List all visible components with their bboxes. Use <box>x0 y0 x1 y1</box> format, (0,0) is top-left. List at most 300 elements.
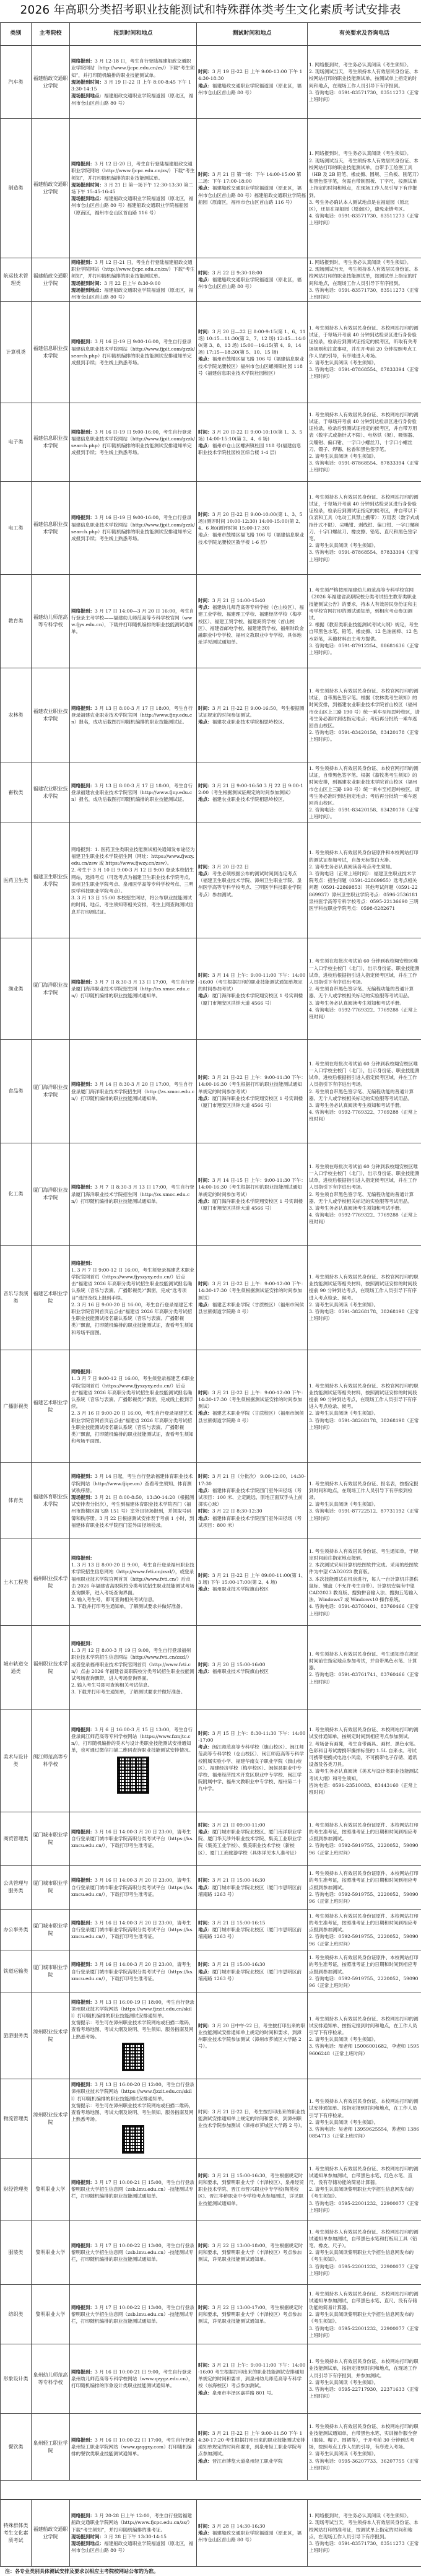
field-value: 泉州市丰泽区嘉祥路 801 号。 <box>212 2390 276 2396</box>
table-row <box>1 1539 421 1626</box>
field-value: 2. 根据《教育类职业技能测试考试大纲》规定，考生自带黑色水笔、铅笔、橡皮擦、12 色油画棒、12 色水彩笔，其他材料由主考方提供。 <box>309 622 419 641</box>
field-value: 2. 咨询电话：0592-5919755、2220052、5909096（正常上班时间） <box>309 1843 419 1855</box>
cell-line <box>309 366 420 380</box>
cell-line <box>198 1730 306 1744</box>
cell-line <box>309 1561 420 1575</box>
category-cell: 广播影视类 <box>1 1350 32 1463</box>
school-cell: 漳州职业技术学院 <box>32 1993 70 2079</box>
cell-line <box>198 992 306 1006</box>
field-value: 2. 输入考生号即可查询相关考试信息。 <box>71 1682 152 1688</box>
requirements-cell <box>308 1950 421 1993</box>
header-category: 类别 <box>1 23 32 46</box>
field-label: 网络报到： <box>71 1641 95 1646</box>
field-label: 网络报到： <box>71 515 95 520</box>
category-cell: 食品类 <box>1 1040 32 1143</box>
school-cell: 福州职业技术学院 <box>32 1626 70 1710</box>
field-label: 地点： <box>198 1829 212 1835</box>
cell-line <box>309 2098 420 2119</box>
test-cell <box>197 258 308 302</box>
cell-line <box>309 2126 420 2139</box>
field-value: 2. 考生须自带黑色签字笔、无编程功能的普通计算器、无个人或学校相关标记的实验服等考试用品。 <box>309 986 414 998</box>
field-label: 网络报到： <box>71 783 95 788</box>
header-school: 主考院校 <box>32 23 70 46</box>
field-label: 时间： <box>198 864 212 870</box>
cell-line <box>309 1913 420 1934</box>
field-value: 3 月 14 日 8:30-3 月 20 日 17:00，考生自行登录厦门海洋职业技术学院招生网（http://zs.xmoc.edu.cn/）打印随机编排的职业技能测试通知单。 <box>71 1081 194 1101</box>
school-cell: 福建信息职业技术学院 <box>32 482 70 575</box>
field-value: 3. 咨询电话：0591-38268178、38268198（正常上班时间） <box>309 1309 419 1321</box>
field-value: 3. 咨询电话：0595-22001232、22900077（正常上班时间） <box>309 2264 419 2276</box>
cell-line <box>309 2165 420 2186</box>
cell-line <box>309 985 420 999</box>
requirements-cell <box>308 668 421 762</box>
field-value: 厦门海洋职业技术学院翔安校区 1 号实训楼（厦门市翔安区洪钟大道 4566 号） <box>198 1198 303 1211</box>
field-value: 3 月 22 日 13:00-18:00，考生根据规定时间和要求，到黎明职业大学（丰泽校区）考点参加测试，详见职业技能测试通知单。 <box>198 2243 303 2262</box>
school-cell: 福建船政交通职业学院 <box>32 258 70 302</box>
empty-cell <box>1 2481 421 2500</box>
field-value: 3. 咨询电话：0591-87722512、87731192（正常上班时间） <box>309 1508 419 1521</box>
cell-line <box>309 2119 420 2126</box>
cell-line <box>309 1671 420 1685</box>
cell-line <box>309 958 420 985</box>
cell-line <box>309 1768 420 1781</box>
field-value: 1. 考生须持本人有效居民身份证、本校网站打印的职业技能测试通知单，自带黑色水笔、实训操作服全套（服装、帽子、围裙等），于开考前 30 分钟到达考场，按照考点工作人员的引导，有序进入考场。 <box>309 2424 419 2450</box>
field-value: 2. 咨询电话：0592-5919755、2220052、5909096（正常上班时间） <box>309 1934 419 1946</box>
field-value: 3 月 20-28 日上午 12:00，考生自行登陆福建船政交通职业学院网站（http://www.fjcpc.edu.cn/zs/）下载“考生须知”，并打印随机编排的准考证。 <box>71 2513 192 2532</box>
field-value: 3 月 21 日-22 日 上午：9:00-12:00 下午：14:30-17:30（考生须根据测试证安排的时间参加测试） <box>198 1390 306 1409</box>
cell-line <box>71 514 195 542</box>
cell-line <box>309 2458 420 2471</box>
cell-line <box>309 863 420 870</box>
field-value: 3 月 17 日 10:00-21 日 15:00，考生自行登录黎明职业大学招生信息网（zsb.lmu.edu.cn）-技能测试专栏，打印随机编排的职业技能测试通知单。 <box>71 2180 194 2199</box>
field-label: 地点： <box>198 871 212 876</box>
cell-line <box>71 2437 195 2458</box>
table-row <box>1 575 421 668</box>
cell-line <box>309 325 420 359</box>
cell-line <box>71 2533 195 2540</box>
cell-line <box>309 765 420 806</box>
table-row <box>1 482 421 575</box>
field-label: 网络报到： <box>71 260 95 265</box>
cell-line <box>309 453 420 460</box>
field-value: 3. 咨询电话：0591-83571730、83511273（正常上班时间） <box>309 2541 419 2553</box>
field-label: 地点： <box>198 1096 212 1101</box>
field-value: 2. 考场备有画凳，考生自带画具、画材、黑色水笔。色彩科目考试需携带撕掉标签的 1.5L 自来水。考试可携带便携式电池小风扇，不可携带电子存储、通讯设备及各类刀具。 <box>309 1741 419 1768</box>
cell-line <box>71 1640 195 1647</box>
report-cell <box>70 119 197 258</box>
cell-line <box>309 2423 420 2451</box>
field-value: 2. 请考生认真阅读《考生须知》。 <box>309 360 378 365</box>
field-value: 1. 考生须持本人有效居民身份证、报名表，按指定报到时间和地点，在现场工作人员引导下有序报到检录。 <box>309 1481 419 1500</box>
cell-line <box>71 867 195 894</box>
cell-line <box>309 621 420 642</box>
field-value: 3 月 28 日下午 13:30-14:15 <box>104 2534 167 2539</box>
cell-line <box>309 2200 420 2214</box>
field-value: 2. 现场测试当天，考生须持本人有效居民身份证、本校网站打印的职业技能测试单，自带手工绘图工具（HB 及 2B 铅笔、橡皮擦、圆规、三角板、削笔刀）和黑色签字笔，勿需自带制图板、丁字尺，按测试单上指定的时间和地点，在现场工作人员引导下有序报到。 <box>309 158 419 198</box>
category-cell: 服装类 <box>1 2220 32 2285</box>
cell-line <box>309 61 420 68</box>
requirements-cell <box>308 2159 421 2220</box>
field-value: 福建船政交通职业学院福道园（原北区，福州市仓山区首山路 80 号） <box>198 277 302 289</box>
test-cell <box>197 2079 308 2159</box>
field-label: 现场报到时间： <box>71 79 104 85</box>
test-cell <box>197 1710 308 1812</box>
field-label: 地点： <box>198 719 212 725</box>
cell-line <box>198 1301 306 1315</box>
field-value: 厦门城市职业学院北校区、厦门南洋职业学院、厦门华天涉外职业技术学院、集美工业职业学院（集美工业学校）、集美职业技术学校（新校区）、厦门工商旅游学校（具体详见本人准考证） <box>198 1829 302 1856</box>
cell-line <box>71 1410 195 1444</box>
qr-code-icon[interactable] <box>122 2125 144 2154</box>
field-value: 3 月 20 日-22 日 9:00-10:10(第 1、3、5 场) 14:00-15:10(第 2、4、6 场) <box>198 429 304 442</box>
field-label: 网络报到： <box>71 2513 95 2518</box>
test-cell <box>197 1143 308 1246</box>
cell-line <box>198 269 306 276</box>
field-label: 地点： <box>198 1516 212 1521</box>
field-label: 网络报到： <box>71 1962 95 1967</box>
cell-line <box>71 58 195 79</box>
field-label: 地点： <box>198 1669 212 1674</box>
school-cell: 福建农业职业技术学院 <box>32 668 70 762</box>
field-value: 1. 考生须持本人有效居民身份证、本校官网打印的职业技能测试证等相关材料，按照测试证安排的时间段提前 90 分钟到达考点，在现场工作人员引导下有序进入考点检录、候考。 <box>309 1383 419 1410</box>
field-value: 3 月 20 日-22 日 9:00-10:00(第 1、3、5 场)(测评时间 10:00-12:30) 14:00-15:00(第 2、4、6 场)(测评时间 15:00-17:30) <box>198 512 304 531</box>
cell-line <box>198 1919 306 1926</box>
table-row <box>1 403 421 482</box>
field-label: 时间： <box>198 1177 212 1183</box>
field-value: 2. 请考生认真阅读《考生须知》。 <box>309 2037 378 2042</box>
field-label: 时间： <box>198 1508 212 1514</box>
field-value: 2. 请考生认真阅读《考生须知》。 <box>309 2451 378 2456</box>
cell-line <box>198 1198 306 1212</box>
requirements-cell <box>308 1866 421 1910</box>
field-label: 地点： <box>198 2390 212 2396</box>
cell-line <box>198 2458 306 2465</box>
requirements-cell <box>308 1040 421 1143</box>
field-value: 3 月 21 日-22 日 上午：9:00-12:00 下午：14:30-17:30（考生须根据测试证安排的时间参加测试） <box>198 1281 306 1300</box>
test-cell <box>197 1910 308 1950</box>
cell-line <box>71 1688 195 1695</box>
table-row <box>1 1866 421 1910</box>
report-cell <box>70 1143 197 1246</box>
cell-line <box>71 1919 195 1941</box>
report-cell <box>70 1950 197 1993</box>
cell-line <box>309 1088 420 1102</box>
requirements-cell <box>308 1463 421 1539</box>
field-label: 地点： <box>198 185 212 191</box>
requirements-cell <box>308 762 421 823</box>
cell-line <box>71 1494 195 1529</box>
field-value: 3 月 21 日-22 日 上午：9:00-11:30 下午：14:00-16:30（考生根据打印的职业技能测试通知单规定的时间参加考试） <box>198 1075 306 1094</box>
field-value: 1. 考生须持本人有效居民身份证、本校网站打印的测试证，于每场开考前 40 分钟到达检录区进行身份验证检录，检录后到测试证指定的候考区，并自带万用表（数字式或指针式不限）、电烙铁（架）、吸锡器、尖嘴钳、偏口钳、一字口小螺丝刀、十字口小螺丝刀、镊子、焊锡、松香和黑色签字笔。 <box>309 412 419 452</box>
field-value: 3 月 13 日 8:00-3 月 17 日 18:00，考生自行登录福建农业职业技术学院官网（http://www.fjny.edu.cn）报名，成功后截图打印随机编排的职业技能测试证。 <box>71 705 193 725</box>
field-label: 时间： <box>198 1822 212 1828</box>
field-label: 时间： <box>198 972 212 978</box>
field-value: 考生必须根据公布的测试时间到选定考点（福建卫生职业技术学院、漳州卫生职业学院、泉州医学高等专科学校考点、三明医学科技职业学院考点）参加测试。 <box>198 871 302 897</box>
field-value: 3 月 21 日 第一场：下午 14:00-15:00 第二场：下午 17:00-18:00 <box>198 172 301 184</box>
cell-line <box>309 1410 420 1417</box>
field-value: 2. 考生须自带黑色签字笔、无编程功能的普通计算器、无个人或学校相关标记的实验服等考试用品。 <box>309 1192 414 1204</box>
field-value: 1. 3 月 13 日 8:00-20 日 9:00，考生自行登录福州职业技术学院招生信息网站（http://www.fvti.cn/zszl/），或登录福州职业技术学院官网首页（http://www.fvti.cn/）后点击 2026 年福建省高职院校分类考试招生职业技能测试考场查询飘带，进入考场查询界面。 <box>71 1562 194 1596</box>
cell-line <box>71 1726 195 1754</box>
field-value: 福州市鼓楼区福飞路 106 号（福建信息职业技术学院龙腰校区）福州市仓山区螺洲镇杜园 118 号（福建信息职业技术学院杜园校区） <box>198 356 304 375</box>
field-value: 3. 咨询电话：0595-22717930、22371633（正常上班时间） <box>309 2386 419 2399</box>
cell-line <box>309 2036 420 2043</box>
cell-line <box>309 1205 420 1212</box>
field-value: 2. 本次测试采用计算机绘图软件完成。采用的绘图软件为中望 CAD2023 教育版。 <box>309 1562 419 1574</box>
field-label: 地点： <box>198 1302 212 1308</box>
field-value: 3 月 21 日 8:00-8:50，13:30-14:20（根据测试安排表分批次），考生到福建体育职业技术学院西门（福州市鼓楼区福飞路 151 号）室外田径场报到，并领取号码簿和秩序册。3 月 22 日根据测试安排表于考前 1 小时，到福建体育职业技术学院西门室外田径场检录。 <box>71 1495 194 1528</box>
cell-line <box>71 782 195 803</box>
page-title: 2026 年高职分类招考职业技能测试和特殊群体类考生文化素质考试安排表 <box>0 0 421 21</box>
field-label: 地点： <box>198 1885 212 1890</box>
field-value: 福建艺术职业学院（甘蔗校区）（福州市闽侯县甘蔗街道学院路 8 号） <box>198 1410 304 1423</box>
field-value: 3 月 13 日 16:00-20 日 12:00，考生自行登录漳州职业技术学院网站（https://www.fjzzit.edu.cn/skill）打印随机编排的职业技能测试安排通知单。 <box>71 2082 194 2101</box>
field-value: 1. 考生须持本人有效居民身份证原件、本校网站打印的考生准考证，按照准考证上的日期和时间到相应考点报到参加测试。 <box>309 1955 419 1974</box>
field-value: 2. 咨询电话：0591-83761741、83760466（正常上班时间） <box>309 1672 419 1684</box>
cell-line <box>198 2304 306 2325</box>
cell-line <box>71 2369 195 2390</box>
cell-line <box>309 1651 420 1672</box>
field-value: 3 月 16 日-19 日 9:00-16:00，考生自行登录福建信息职业技术学院网站（http://www.fjpit.com/gzzk/search.php）打印随机编排的职业技能测试安排通知单完成报到手续；考生线上熟悉考场。 <box>71 515 195 541</box>
field-value: 1. 考生须在每批次考试前 60 分钟到我校翔安校区唯一入口学校主校门（北门），出示身份证、职业技能测试单，进校后根据指引进入指定候考区域，并在工作人员指引下有序进出考场。 <box>309 1061 419 1088</box>
field-value: 福州职业技术学院旗山校区 <box>212 1669 269 1674</box>
requirements-cell <box>308 575 421 668</box>
cell-line <box>309 729 420 743</box>
requirements-cell <box>308 2220 421 2285</box>
table-row <box>1 1910 421 1950</box>
field-value: 1. 网络报到时，考生务必认真阅读《考生须知》。 <box>309 2513 411 2518</box>
requirements-cell <box>308 1539 421 1626</box>
cell-line <box>309 411 420 453</box>
report-cell <box>70 823 197 938</box>
field-value: 3 月 21 日（分批次） 9:00-12:00，14:30-17:30 <box>198 1474 306 1486</box>
field-label: 现场报到时间： <box>71 2534 104 2539</box>
cell-line <box>309 2290 420 2312</box>
report-cell <box>70 482 197 575</box>
field-label: 地点： <box>198 1488 212 1493</box>
field-value: 3. 咨询电话：0591-87868554、87833394（正常上班时间） <box>309 549 419 562</box>
category-cell: 电子类 <box>1 403 32 482</box>
field-value: 2. 咨询电话：0591-83420158、83420178（正常上班时间）。 <box>309 807 419 819</box>
cell-line <box>71 1647 195 1682</box>
field-label: 网络报到： <box>71 608 95 614</box>
field-label: 时间： <box>198 429 212 435</box>
cell-line <box>71 2102 195 2123</box>
category-cell: 音乐与表演类 <box>1 1246 32 1350</box>
cell-line <box>71 160 195 181</box>
cell-line <box>71 1184 195 1205</box>
cell-line <box>309 549 420 562</box>
cell-line <box>309 1109 420 1122</box>
field-value: 3. 咨询电话：0591-87868554、87833394（正常上班时间） <box>309 460 419 473</box>
cell-line <box>309 2249 420 2263</box>
cell-line <box>309 1726 420 1740</box>
field-label: 网络报到： <box>71 2437 95 2443</box>
field-label: 时间： <box>198 2523 212 2529</box>
school-cell: 黎明职业大学 <box>32 2159 70 2220</box>
cell-line <box>71 195 195 216</box>
field-label: 网络报到： <box>71 2243 95 2248</box>
cell-line <box>309 1060 420 1088</box>
table-row <box>1 1463 421 1539</box>
field-value: 福州职业技术学院旗山校区 <box>212 1586 269 1592</box>
table-row <box>1 1950 421 1993</box>
cell-line <box>309 1842 420 1856</box>
field-value: 3. 咨询电话：0595-22001232、22900077（正常上班时间） <box>309 2326 419 2338</box>
cell-line <box>309 1301 420 1308</box>
school-cell: 黎明职业大学 <box>32 2220 70 2285</box>
cell-line <box>71 2512 195 2533</box>
cell-line <box>71 1961 195 1982</box>
cell-line <box>198 185 306 206</box>
field-value: 1. 考生须在每批次考试前 60 分钟到我校翔安校区唯一入口学校主校门（北门），出示身份证、职业技能测试单，进校后根据指引进入指定候考区域，并在工作人员指引下有序进出考场。 <box>309 1164 419 1190</box>
school-cell: 福建幼儿师范高等专科学校 <box>32 575 70 668</box>
field-value: 2. 请考生认真阅读《考生须知》。 <box>309 1302 378 1308</box>
cell-line <box>309 259 420 266</box>
cell-line <box>71 1301 195 1336</box>
cell-line <box>198 82 306 96</box>
field-value: 1. 网络报到时，考生务必认真阅读《考生须知》。 <box>309 260 411 265</box>
field-value: 3. 咨询电话：0591-83571730、83511273（正常上班时间） <box>309 287 419 300</box>
field-value: 1. 3 月 7 日 9:00-12 日 16:00，考生须登录福建艺术职业学院官网首页（https://www.fjyszyxy.edu.cn/）后点击“福建省 2026 年高职分类考试招生职业技能测试报名确认系统（音乐与表演、广播影视类）”飘窗，完成线上报到手续。 <box>71 1376 194 1409</box>
field-value: 3 月 14 日起，考生自行登录福建体育职业技术学院网站（http://www.fjipe.cn）查看考生须知、体育测试秩序册。 <box>71 1474 193 1493</box>
report-cell <box>70 575 197 668</box>
test-cell <box>197 1866 308 1910</box>
cell-line <box>71 280 195 287</box>
cell-line <box>309 1163 420 1191</box>
field-value: 3. 咨询电话：吴老师 13959625554，苏老师 13860854713（正常上班时间） <box>309 2126 419 2139</box>
cell-line <box>71 92 195 106</box>
field-value: 1. 考生须在每批次考试前 60 分钟到我校翔安校区唯一入口学校主校门（北门），出示身份证、职业技能测试单，进校后根据指引进入指定候考区域，并在工作人员指引下有序进出考场。 <box>309 958 419 985</box>
cell-line <box>309 2540 420 2554</box>
test-cell <box>197 2159 308 2220</box>
field-value: 3 月 21 日 15:00-16:30 <box>212 1962 266 1967</box>
report-cell <box>70 2285 197 2344</box>
field-value: 地点：福州市鼓楼区福飞路 106 号（福建信息职业技术学院龙腰校区教学楼 1-6 层） <box>198 532 304 544</box>
field-value: 福建船政交通职业学院福道园（原北区，福州市仓山区首山路 80 号） <box>71 93 193 105</box>
cell-line <box>309 2186 420 2199</box>
cell-line <box>309 1933 420 1947</box>
field-label: 地点： <box>198 83 212 89</box>
field-value: 1. 考生须持本人有效居民身份证、本校官网打印的测试证，自带黑色签字笔。根据《畜牧类考生须知》的时间安排，到福建农业职业技术学院首山校区（福州市仓山区上三路 190 号）统一乘车至相思岭校区，请考生务必准时到达指定地点；考后再分批统一乘车返回首山校区。 <box>309 766 420 806</box>
cell-line <box>309 1501 420 1508</box>
cell-line <box>309 1480 420 1501</box>
requirements-cell <box>308 403 421 482</box>
category-cell: 土木工程类 <box>1 1539 32 1626</box>
field-value: 3. 咨询电话（正常上班时间）：福建卫生职业技术学院考点：招生问题（0591-22869955）选考点相关问题（0591-22869853）其他考试问题（0591-22869937）漳州卫生职业学院考点：0596-2536181 泉州医学高等专科学校考点：0595-22136690 三明医学科技职业学院考点：0598-8282671 <box>309 871 419 911</box>
field-value: 1. 网络报到时，考生务必认真阅读《考生须知》。 <box>309 151 411 156</box>
field-value: 4. 咨询电话：0591-83760401、83760466（正常上班时间） <box>309 1604 419 1616</box>
field-value: 3 月 21 日 上午：9:00-11:00 下午：14:00-16:00 考生根据打印出来的职业技能测试安排通知单规定的时间和要求，到泉州幼儿师范高等专科学校（东海校区）考点参加测试。 <box>198 2362 305 2389</box>
cell-line <box>309 2229 420 2250</box>
test-cell <box>197 302 308 403</box>
report-cell <box>70 1246 197 1350</box>
requirements-cell <box>308 46 421 119</box>
cell-line <box>198 870 306 898</box>
field-value: 福州市仓山区螺洲镇杜园 118 号(福建信息职业技术学院杜园校区综合楼 1-4 层) <box>198 443 302 455</box>
field-label: 网络报到： <box>71 1081 95 1087</box>
field-value: 福建体育职业技术学院西门室外田径场（考试项目：100 米、立定跳远、原地正面双手头上前掷实心球） <box>198 1488 303 1507</box>
field-value: 3. 咨询电话：0595-22001232、22900077（正常上班时间） <box>309 2201 419 2213</box>
school-cell: 漳州职业技术学院 <box>32 2079 70 2159</box>
table-row <box>1 938 421 1040</box>
test-cell <box>197 1539 308 1626</box>
field-label: 时间： <box>198 329 212 334</box>
report-cell <box>70 1350 197 1463</box>
report-cell <box>70 1993 197 2079</box>
test-cell <box>197 823 308 938</box>
qr-code-icon[interactable] <box>117 1757 149 1794</box>
field-value: 1. 考生须持本人有效居民身份证、本校官网打印的测试证，自带黑色签字笔。根据《农林类考生须知》的时间安排，到福建农业职业技术学院首山校区（福州市仓山区上三路 190 号）统一乘车至相思岭校区，请考生务必准时到达指定地点；考后再分批统一乘车返回首山校区。 <box>309 688 420 728</box>
cell-line <box>309 1212 420 1225</box>
field-value: 3. 下载并打印考生通知单，了解测试要求并做好准备。 <box>71 1604 185 1609</box>
report-cell <box>70 403 197 482</box>
category-cell: 美术与设计类 <box>1 1710 32 1812</box>
cell-line <box>198 328 306 356</box>
field-value: 3. 请考生务必认真阅读《美术与设计类职业技能测试考试大纲》和考生须知。 <box>309 1768 419 1781</box>
cell-line <box>198 863 306 870</box>
report-cell <box>70 302 197 403</box>
category-cell: 制造类 <box>1 119 32 258</box>
field-value: 1. 考生须持本人有效居民身份证、本校官网打印的职业技能测试证等相关材料，按照测试证安排的时间段提前 90 分钟到达考点，在现场工作人员引导下有序进入考点检录、候考。 <box>309 1274 419 1301</box>
field-label: 时间： <box>198 705 212 711</box>
school-cell: 福建信息职业技术学院 <box>32 403 70 482</box>
field-value: 2. 请考生认真阅读黎明职业大学招生信息网发布的《考生须知》。 <box>309 2186 414 2199</box>
cell-line <box>198 2430 306 2458</box>
test-cell <box>197 1350 308 1463</box>
table-row <box>1 2159 421 2220</box>
field-label: 网络报到： <box>71 1474 95 1479</box>
qr-code-icon[interactable] <box>122 2043 144 2071</box>
category-cell: 财经管理类 <box>1 2159 32 2220</box>
field-value: 3 月 28 日 14:30-16:30 <box>212 2523 266 2529</box>
field-value: 咨询电话：0591-23510083、83443160（正常上班时间） <box>309 1783 417 1795</box>
field-value: 3 月 13 日 8:00-3 月 17 日 18:00，考生自行登录福建农业职业技术学院官网（http://www.fjny.edu.cn）报名，成功后截图打印随机编排的职业技能测试证。 <box>71 783 193 802</box>
requirements-cell <box>308 1812 421 1866</box>
cell-line <box>198 1410 306 1423</box>
cell-line <box>198 1095 306 1109</box>
cell-line <box>309 849 420 863</box>
test-cell <box>197 762 308 823</box>
school-cell: 福建船政交通职业学院 <box>32 2500 70 2567</box>
field-value: 4. 咨询电话：0592-7769322、7769288（正常上班时间） <box>309 1007 417 1019</box>
cell-line <box>71 1473 195 1494</box>
cell-line <box>198 442 306 456</box>
field-value: 1. 考生须持本人有效居民身份证原件、本校网站打印的考生准考证，按照准考证上的日期和时间到相应考点报到参加测试。 <box>309 1871 419 1890</box>
requirements-cell <box>308 1246 421 1350</box>
category-cell: 旅游服务类 <box>1 1993 32 2079</box>
table-row <box>1 2344 421 2414</box>
cell-line <box>198 1668 306 1675</box>
category-cell: 农林类 <box>1 668 32 762</box>
header-test: 测试时间和地点 <box>197 23 308 46</box>
field-value: 3 月 20 日—22 日 8:00-9:15(第 1、6、11 场) 10:15—11:30(第 2、7、12 场) 12:45—14:00(第 3、8、13 场) 15:00—16:15(第 4、9、14 场) 17:15—18:30(第 5、10、15 场) <box>198 329 307 356</box>
cell-line <box>309 587 420 621</box>
cell-line <box>71 338 195 366</box>
field-label: 地点： <box>198 1927 212 1932</box>
footnote: 注：各专业类别具体测试安排及要求以相应主考院校网站公布的为准。 <box>0 2567 421 2576</box>
category-cell: 电工类 <box>1 482 32 575</box>
table-header-row <box>1 23 421 46</box>
field-value: 3 月 19 日-22 日 上午 8:00-8:45 下午 13:30-14:15 <box>71 79 191 92</box>
report-cell <box>70 938 197 1040</box>
cell-line <box>71 846 195 867</box>
cell-line <box>309 642 420 656</box>
field-value: 3. 下载并打印考生通知单，了解测试要求并做好准备。 <box>71 1689 185 1695</box>
field-label: 网络报到： <box>71 1555 95 1561</box>
cell-line <box>71 1999 195 2020</box>
report-cell <box>70 2500 197 2567</box>
cell-line <box>309 1191 420 1205</box>
